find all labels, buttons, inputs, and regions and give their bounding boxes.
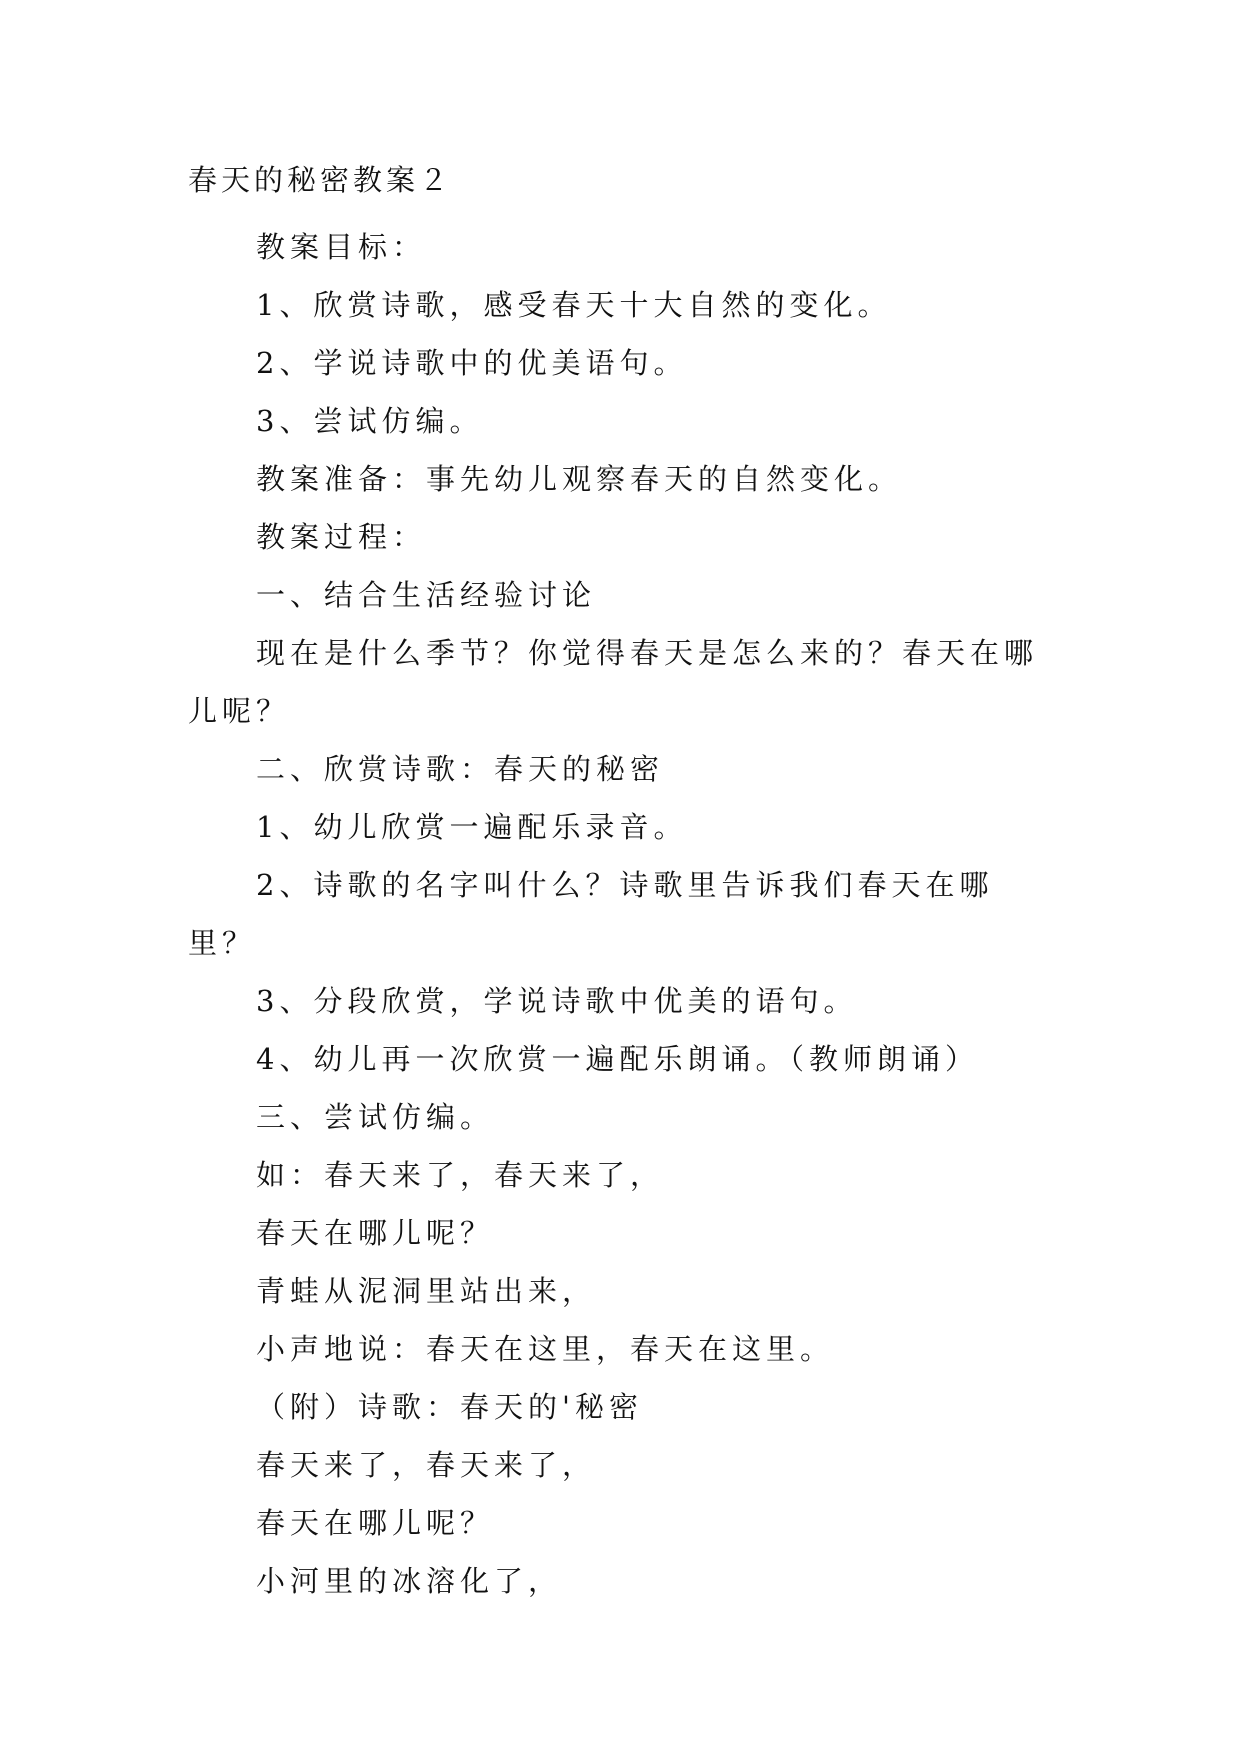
paragraph-step-1-heading: 一、结合生活经验讨论 xyxy=(256,578,597,612)
paragraph-poem-line-1: 春天来了，春天来了， xyxy=(256,1448,597,1482)
document-body xyxy=(188,218,1058,1610)
paragraph-example-line-3: 青蛙从泥洞里站出来， xyxy=(256,1274,597,1308)
paragraph-goal-heading: 教案目标： xyxy=(256,230,427,264)
paragraph-goal-2: 2、学说诗歌中的优美语句。 xyxy=(256,346,688,380)
paragraph-goal-1: 1、欣赏诗歌，感受春天十大自然的变化。 xyxy=(256,288,892,322)
paragraph-poem-line-3: 小河里的冰溶化了， xyxy=(256,1564,563,1598)
paragraph-poem-heading: （附）诗歌：春天的'秘密 xyxy=(256,1390,643,1424)
paragraph-preparation: 教案准备：事先幼儿观察春天的自然变化。 xyxy=(256,462,903,496)
paragraph-step-2-heading: 二、欣赏诗歌：春天的秘密 xyxy=(256,752,665,786)
paragraph-step-3-heading: 三、尝试仿编。 xyxy=(256,1100,495,1134)
paragraph-poem-line-2: 春天在哪儿呢？ xyxy=(256,1506,495,1540)
paragraph-process-heading: 教案过程： xyxy=(256,520,427,554)
paragraph-step-2-item-1: 1、幼儿欣赏一遍配乐录音。 xyxy=(256,810,688,844)
paragraph-example-line-2: 春天在哪儿呢？ xyxy=(256,1216,495,1250)
paragraph-example-line-1: 如：春天来了，春天来了， xyxy=(256,1158,665,1192)
paragraph-step-2-item-3: 3、分段欣赏，学说诗歌中优美的语句。 xyxy=(256,984,858,1018)
paragraph-step-1-question: 现在是什么季节？你觉得春天是怎么来的？春天在哪儿呢？ xyxy=(188,636,1039,728)
paragraph-step-2-item-2: 2、诗歌的名字叫什么？诗歌里告诉我们春天在哪里？ xyxy=(188,868,994,960)
paragraph-goal-3: 3、尝试仿编。 xyxy=(256,404,484,438)
paragraph-example-line-4: 小声地说：春天在这里，春天在这里。 xyxy=(256,1332,835,1366)
paragraph-step-2-item-4: 4、幼儿再一次欣赏一遍配乐朗诵。（教师朗诵） xyxy=(256,1042,979,1076)
document-title: 春天的秘密教案２ xyxy=(188,163,453,197)
